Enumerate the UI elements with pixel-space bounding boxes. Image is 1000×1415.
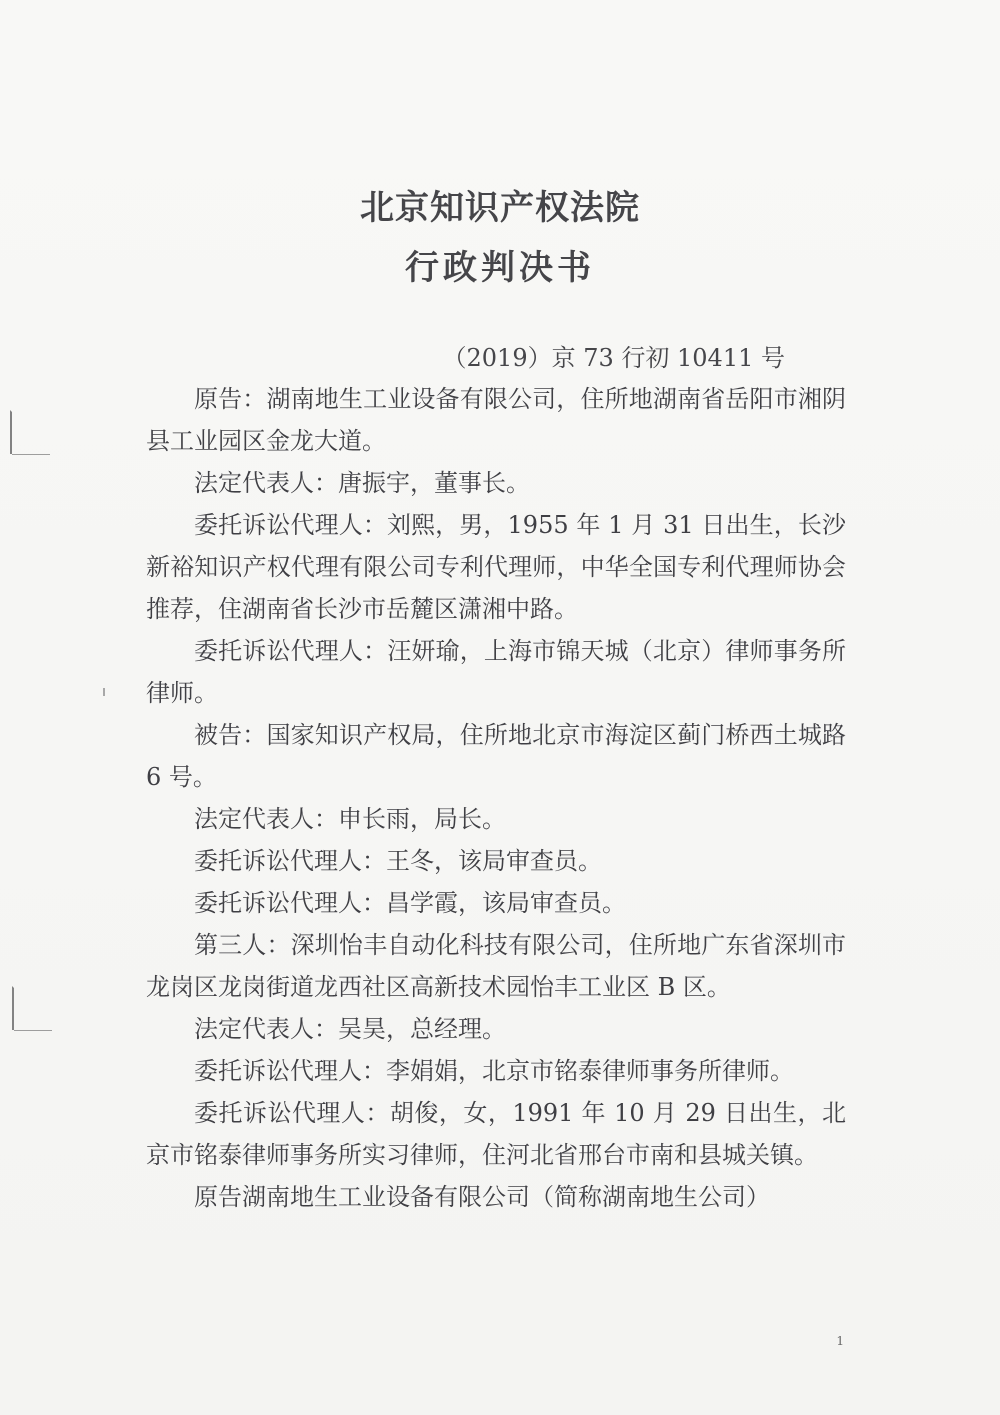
case-number: （2019）京 73 行初 10411 号 bbox=[442, 344, 785, 372]
paragraph-defendant-agent-2: 委托诉讼代理人：昌学霞，该局审查员。 bbox=[194, 889, 626, 917]
binder-mark bbox=[10, 410, 50, 454]
paragraph-defendant: 被告：国家知识产权局，住所地北京市海淀区蓟门桥西土城路 6 号。 bbox=[146, 721, 846, 791]
paragraph-intro: 原告湖南地生工业设备有限公司（简称湖南地生公司） bbox=[194, 1183, 770, 1211]
paragraph-third-party-agent-2: 委托诉讼代理人：胡俊，女，1991 年 10 月 29 日出生，北京市铭泰律师事务所实习律师，住河北省邢台市南和县城关镇。 bbox=[146, 1099, 846, 1169]
page-number: 1 bbox=[836, 1334, 844, 1348]
binder-mark bbox=[12, 986, 52, 1030]
paragraph-plaintiff: 原告：湖南地生工业设备有限公司，住所地湖南省岳阳市湘阴县工业园区金龙大道。 bbox=[146, 385, 846, 455]
document-type: 行政判决书 bbox=[405, 248, 595, 288]
paragraph-third-party-legal-rep: 法定代表人：吴昊，总经理。 bbox=[194, 1015, 506, 1043]
paragraph-third-party-agent-1: 委托诉讼代理人：李娟娟，北京市铭泰律师事务所律师。 bbox=[194, 1057, 794, 1085]
paragraph-plaintiff-agent-2: 委托诉讼代理人：汪妍瑜，上海市锦天城（北京）律师事务所律师。 bbox=[146, 637, 846, 707]
court-name: 北京知识产权法院 bbox=[360, 188, 640, 228]
scan-speck bbox=[103, 688, 105, 696]
paragraph-plaintiff-agent-1: 委托诉讼代理人：刘熙，男，1955 年 1 月 31 日出生，长沙新裕知识产权代理有限公司专利代理师，中华全国专利代理师协会推荐，住湖南省长沙市岳麓区潇湘中路。 bbox=[146, 511, 846, 623]
paragraph-plaintiff-legal-rep: 法定代表人：唐振宇，董事长。 bbox=[194, 469, 530, 497]
paragraph-third-party: 第三人：深圳怡丰自动化科技有限公司，住所地广东省深圳市龙岗区龙岗街道龙西社区高新技术园怡丰工业区 B 区。 bbox=[146, 931, 846, 1001]
paragraph-defendant-agent-1: 委托诉讼代理人：王冬，该局审查员。 bbox=[194, 847, 602, 875]
paragraph-defendant-legal-rep: 法定代表人：申长雨，局长。 bbox=[194, 805, 506, 833]
document-body bbox=[146, 378, 846, 1218]
